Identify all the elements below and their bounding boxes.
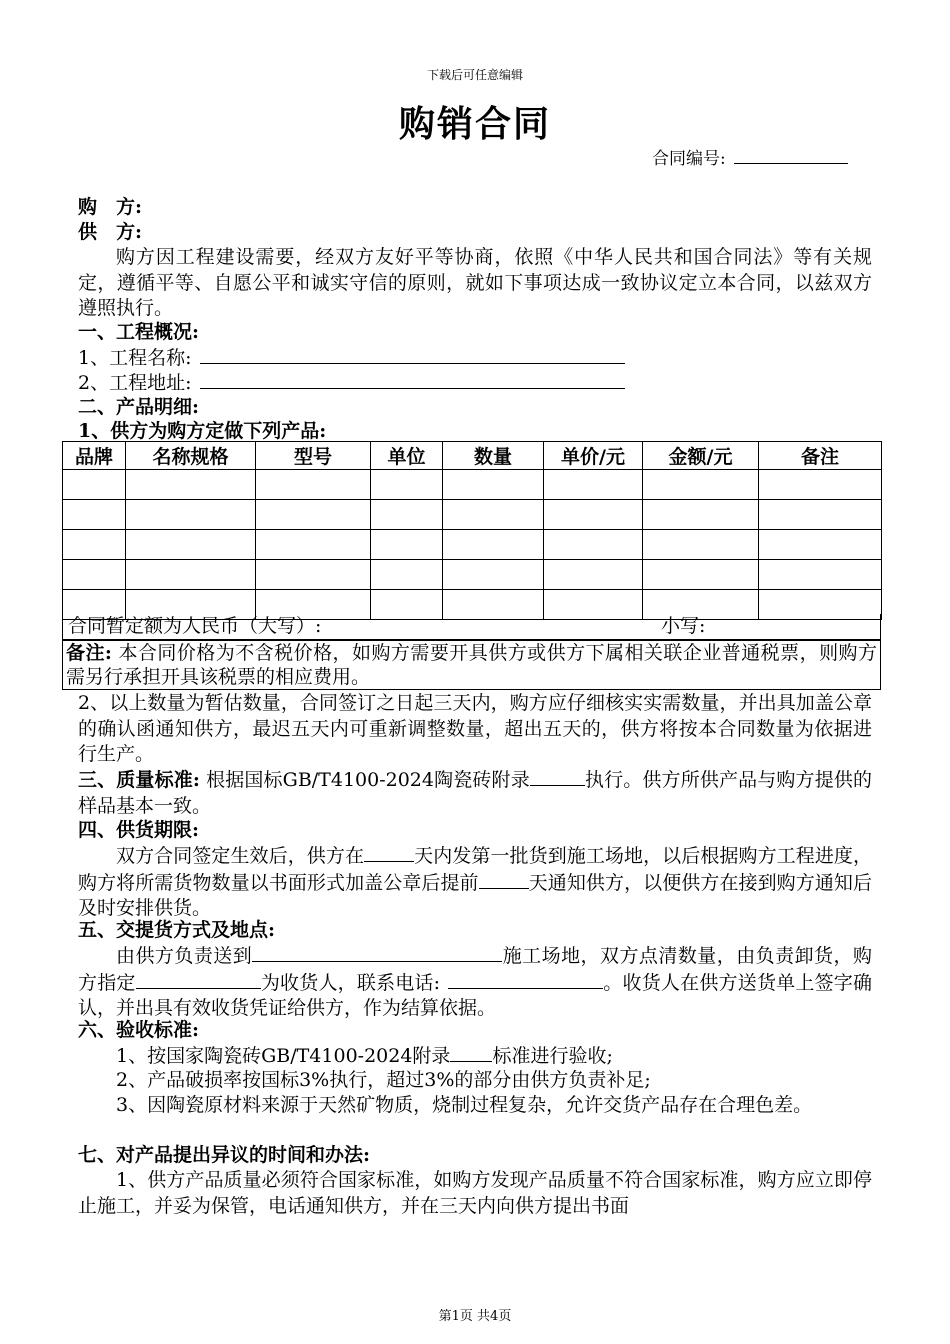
section-5-text (78, 943, 872, 1022)
project-name-label: 1、工程名称: (78, 347, 192, 369)
col-name-spec: 名称规格 (126, 442, 256, 470)
days-blank-1[interactable] (364, 843, 414, 862)
table-cell[interactable] (256, 500, 371, 530)
section-7-item-1: 1、供方产品质量必须符合国家标准，如购方发现产品质量不符合国家标准，购方应立即停止施工，并妥为保管，电话通知供方，并在三天内向供方提出书面 (78, 1169, 872, 1217)
table-cell[interactable] (126, 560, 256, 590)
section-5-text-b: 施工场地，双方点清数量，由负责卸货，购方指定 (78, 945, 872, 994)
section-4-text-b: 天内发第一批货到施工场地，以后根据购方工程进度，购方将所需货物数量以书面形式加盖公章后提前 (78, 845, 872, 894)
table-cell[interactable] (126, 500, 256, 530)
section-5-text-c: 为收货人，联系电话: (260, 971, 441, 994)
table-cell[interactable] (643, 560, 759, 590)
table-cell[interactable] (643, 530, 759, 560)
table-cell[interactable] (63, 500, 126, 530)
col-remark: 备注 (759, 442, 882, 470)
section-6-item-1-b: 标准进行验收; (492, 1045, 613, 1067)
project-name-row (78, 345, 625, 372)
section-5-text-d: 。收货人在供方送货单上签字确认，并出具有效收货凭证给供方，作为结算依据。 (78, 971, 872, 1019)
table-cell[interactable] (371, 530, 443, 560)
product-table (62, 441, 882, 620)
table-cell[interactable] (126, 530, 256, 560)
section-1-title: 一、工程概况: (78, 321, 200, 343)
table-row (63, 470, 882, 500)
col-model: 型号 (256, 442, 371, 470)
project-address-blank[interactable] (200, 370, 625, 389)
section-3-title: 三、质量标准: (78, 769, 200, 791)
total-amount-label: 合同暂定额为人民币（大写）: (68, 615, 322, 637)
section-5-text-a: 由供方负责送到 (116, 945, 253, 967)
section-5-title: 五、交提货方式及地点: (78, 919, 276, 941)
table-cell[interactable] (371, 470, 443, 500)
section-3 (78, 767, 872, 819)
table-cell[interactable] (544, 530, 643, 560)
delivery-site-blank[interactable] (252, 943, 502, 962)
section-4-text-a: 双方合同签定生效后，供方在 (116, 845, 365, 867)
table-cell[interactable] (63, 530, 126, 560)
col-unit-price: 单价/元 (544, 442, 643, 470)
page-header: 下载后可任意编辑 (426, 68, 523, 82)
contract-number-blank[interactable] (734, 149, 848, 164)
acceptance-appendix-blank[interactable] (450, 1043, 492, 1062)
col-amount: 金额/元 (643, 442, 759, 470)
table-cell[interactable] (759, 530, 882, 560)
table-header-row (63, 442, 882, 470)
table-cell[interactable] (126, 470, 256, 500)
contract-number-label: 合同编号: (652, 149, 726, 169)
table-cell[interactable] (544, 560, 643, 590)
page-footer: 第1页 共4页 (438, 1309, 512, 1324)
table-row (63, 500, 882, 530)
section-4-text (78, 843, 872, 922)
col-unit: 单位 (371, 442, 443, 470)
table-cell[interactable] (643, 500, 759, 530)
section-2-title: 二、产品明细: (78, 396, 200, 418)
price-note (62, 640, 881, 690)
table-cell[interactable] (63, 560, 126, 590)
col-brand: 品牌 (63, 442, 126, 470)
table-cell[interactable] (443, 470, 544, 500)
section-6-item-1 (78, 1043, 872, 1070)
days-blank-2[interactable] (479, 870, 529, 889)
section-7-title: 七、对产品提出异议的时间和办法: (78, 1144, 371, 1166)
section-6-title: 六、验收标准: (78, 1019, 200, 1041)
table-cell[interactable] (544, 500, 643, 530)
table-cell[interactable] (544, 470, 643, 500)
table-cell[interactable] (643, 470, 759, 500)
table-cell[interactable] (759, 560, 882, 590)
table-cell[interactable] (443, 500, 544, 530)
table-cell[interactable] (371, 560, 443, 590)
table-cell[interactable] (256, 530, 371, 560)
section-6-item-2: 2、产品破损率按国标3%执行，超过3%的部分由供方负责补足; (116, 1069, 651, 1091)
table-cell[interactable] (759, 500, 882, 530)
quantity-paragraph: 2、以上数量为暂估数量，合同签订之日起三天内，购方应仔细核实实需数量，并出具加盖公章的确认函通知供方，最迟五天内可重新调整数量，超出五天的，供方将按本合同数量为依据进行生产。 (78, 692, 872, 765)
appendix-blank[interactable] (530, 767, 585, 786)
section-6-item-3: 3、因陶瓷原材料来源于天然矿物质，烧制过程复杂，允许交货产品存在合理色差。 (116, 1094, 813, 1116)
table-cell[interactable] (443, 530, 544, 560)
section-3-text-a: 根据国标GB/T4100-2024陶瓷砖附录 (206, 769, 530, 791)
receiver-blank[interactable] (136, 970, 261, 989)
section-3-text-b: 执行。供方所供产品与购方提供的样品基本一致。 (78, 769, 872, 817)
note-label: 备注: (66, 642, 112, 664)
table-cell[interactable] (443, 560, 544, 590)
total-small-label: 小写: (661, 615, 706, 637)
contract-number (652, 144, 848, 169)
table-cell[interactable] (256, 470, 371, 500)
table-row (63, 560, 882, 590)
section-6-item-1-a: 1、按国家陶瓷砖GB/T4100-2024附录 (116, 1045, 451, 1067)
table-cell[interactable] (371, 500, 443, 530)
section-4-title: 四、供货期限: (78, 819, 200, 841)
project-name-blank[interactable] (200, 345, 625, 364)
note-text: 本合同价格为不含税价格，如购方需要开具供方或供方下属相关联企业普通税票，则购方需另行承担开具该税票的相应费用。 (66, 642, 877, 688)
table-cell[interactable] (256, 560, 371, 590)
table-row (63, 530, 882, 560)
page-title: 购销合同 (398, 103, 551, 145)
col-quantity: 数量 (443, 442, 544, 470)
buyer-label: 购 方: (78, 196, 143, 218)
total-amount-row (62, 614, 881, 640)
phone-blank[interactable] (448, 970, 603, 989)
intro-paragraph: 购方因工程建设需要，经双方友好平等协商，依照《中华人民共和国合同法》等有关规定，遵循平等、自愿公平和诚实守信的原则，就如下事项达成一致协议定立本合同，以兹双方遵照执行。 (78, 246, 872, 319)
project-address-label: 2、工程地址: (78, 372, 192, 394)
table-cell[interactable] (63, 470, 126, 500)
section-2-subtitle: 1、供方为购方定做下列产品: (78, 420, 327, 442)
section-4-text-c: 天通知供方，以便供方在接到购方通知后及时安排供货。 (78, 871, 872, 919)
project-address-row (78, 370, 625, 397)
table-cell[interactable] (759, 470, 882, 500)
supplier-label: 供 方: (78, 221, 143, 243)
